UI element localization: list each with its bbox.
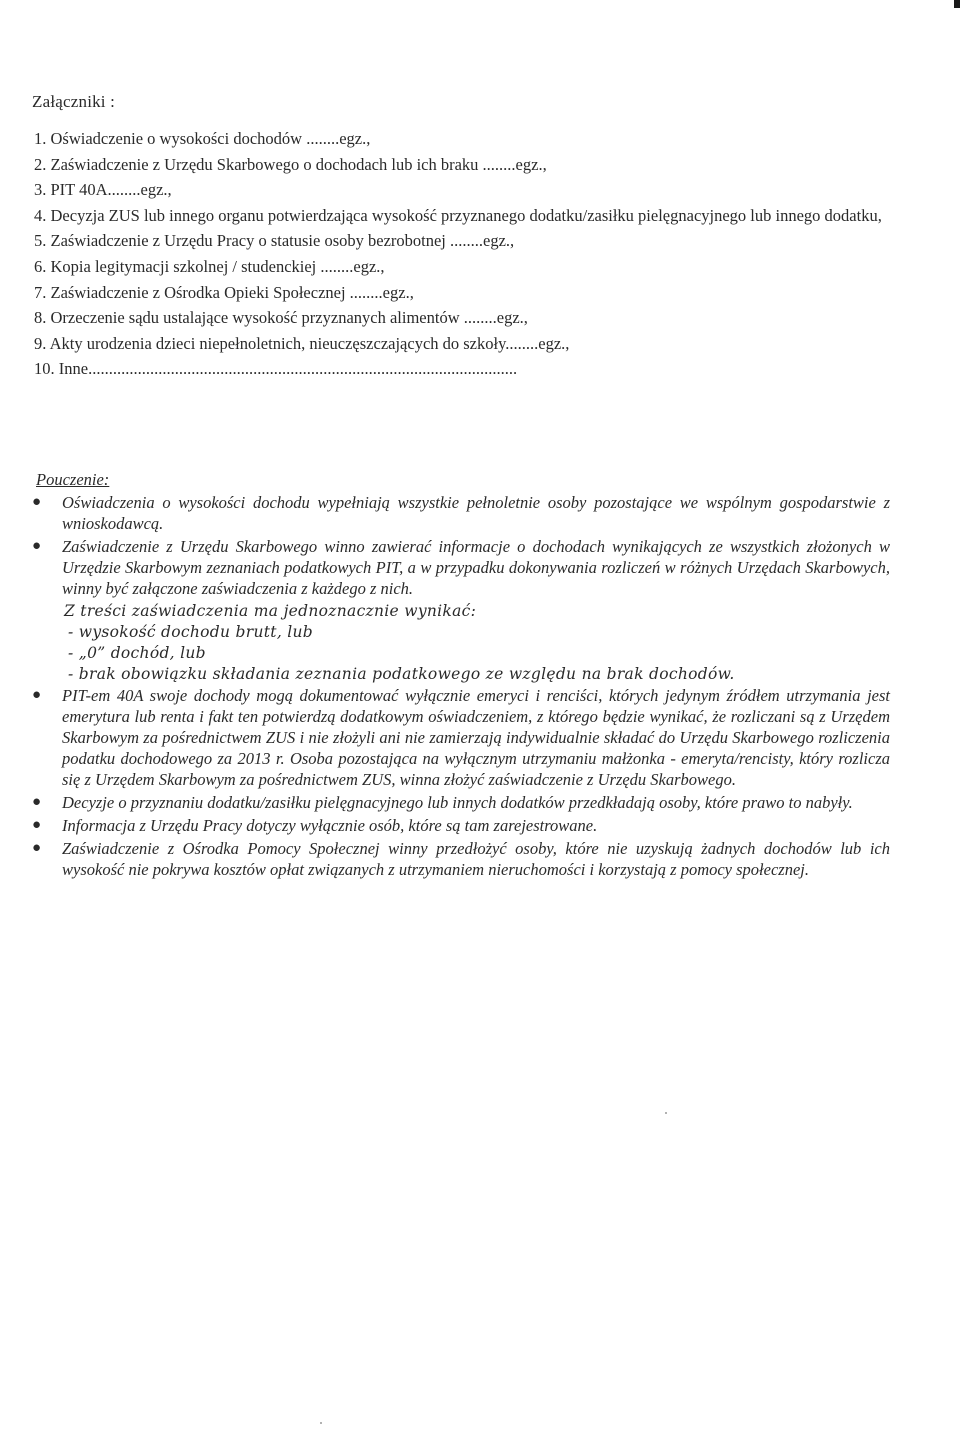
note-text: Decyzje o przyznaniu dodatku/zasiłku pielęgnacyjnego lub innych dodatków przedkładają osoby, które prawo to nabyły. [62,793,853,812]
note-item [30,838,890,880]
bullet-icon: ● [32,840,42,856]
note-item [30,792,890,813]
note-text: Informacja z Urzędu Pracy dotyczy wyłącznie osób, które są tam zarejestrowane. [62,816,598,835]
bullet-icon: ● [32,817,42,833]
attachment-item-9: 9. Akty urodzenia dzieci niepełnoletnich, nieuczęszczających do szkoły........egz., [34,333,570,353]
attachment-item-6: 6. Kopia legitymacji szkolnej / studenckiej ........egz., [34,256,385,276]
note-text: Oświadczenia o wysokości dochodu wypełniają wszystkie pełnoletnie osoby pozostające we wspólnym gospodarstwie z wnioskodawcą. [62,493,890,533]
attachments-heading: Załączniki : [32,92,116,111]
note-item [30,492,890,534]
attachment-item-2: 2. Zaświadczenie z Urzędu Skarbowego o dochodach lub ich braku ........egz., [34,154,547,174]
note-text: PIT-em 40A swoje dochody mogą dokumentować wyłącznie emeryci i renciści, których jedynym źródłem utrzymania jest emerytura lub renta i fakt ten potwierdzą dodatkowym oświadczeniem, z którego będzie wynikać, że rozliczani są z Urzędem Skarbowym za pośrednictwem ZUS i nie złożyli ani nie zamierzają indywidualnie składać do Urzędu Skarbowego rozliczenia podatku dochodowego za 2013 r. Osoba pozostająca na wyłącznym utrzymaniu małżonka - emeryta/rencisty, który rozlicza się z Urzędem Skarbowym za pośrednictwem ZUS, winna złożyć zaświadczenie z Urzędu Skarbowego. [62,686,890,789]
note-item [30,815,890,836]
note-text: Zaświadczenie z Ośrodka Pomocy Społecznej winny przedłożyć osoby, które nie uzyskują żadnych dochodów lub ich wysokość nie pokrywa kosztów opłat związanych z utrzymaniem nieruchomości i korzystają z pomocy społecznej. [62,839,890,879]
note-text: Zaświadczenie z Urzędu Skarbowego winno zawierać informacje o dochodach wynikających ze wszystkich złożonych w Urzędzie Skarbowym zeznaniach podatkowych PIT, a w przypadku dokonywania rozliczeń w różnych Urzędach Skarbowych, winny być załączone zaświadczenia z każdego z nich. [62,537,890,598]
requirement-line: - wysokość dochodu brutt, lub [68,623,314,641]
bullet-icon: ● [32,538,42,554]
attachment-item-3: 3. PIT 40A........egz., [34,180,172,200]
certificate-requirements [30,601,890,685]
bullet-icon: ● [32,687,42,703]
bullet-icon: ● [32,494,42,510]
attachment-item-1: 1. Oświadczenie o wysokości dochodów ........egz., [34,129,371,148]
attachment-item-10: 10. Inne........................................................................................................ [34,359,518,379]
requirement-line: - brak obowiązku składania zeznania podatkowego ze względu na brak dochodów. [68,665,735,683]
attachments-list [34,126,914,382]
attachment-item-5: 5. Zaświadczenie z Urzędu Pracy o statusie osoby bezrobotnej ........egz., [34,231,515,251]
requirement-line: - „0” dochód, lub [68,644,206,662]
scan-speck [665,1112,667,1114]
note-item [30,536,890,599]
attachment-item-7: 7. Zaświadczenie z Ośrodka Opieki Społecznej ........egz., [34,282,414,302]
scan-speck [320,1422,322,1424]
notes-title: Pouczenie: [36,470,110,489]
attachment-item-8: 8. Orzeczenie sądu ustalające wysokość przyznanych alimentów ........egz., [34,308,528,328]
attachment-item-4: 4. Decyzja ZUS lub innego organu potwierdzająca wysokość przyznanego dodatku/zasiłku pielęgnacyjnego lub innego dodatku, [34,205,882,225]
notes-list [30,492,890,882]
note-item [30,685,890,790]
requirements-intro: Z treści zaświadczenia ma jednoznacznie wynikać: [64,602,477,620]
bullet-icon: ● [32,794,42,810]
scan-edge-mark [954,0,960,8]
